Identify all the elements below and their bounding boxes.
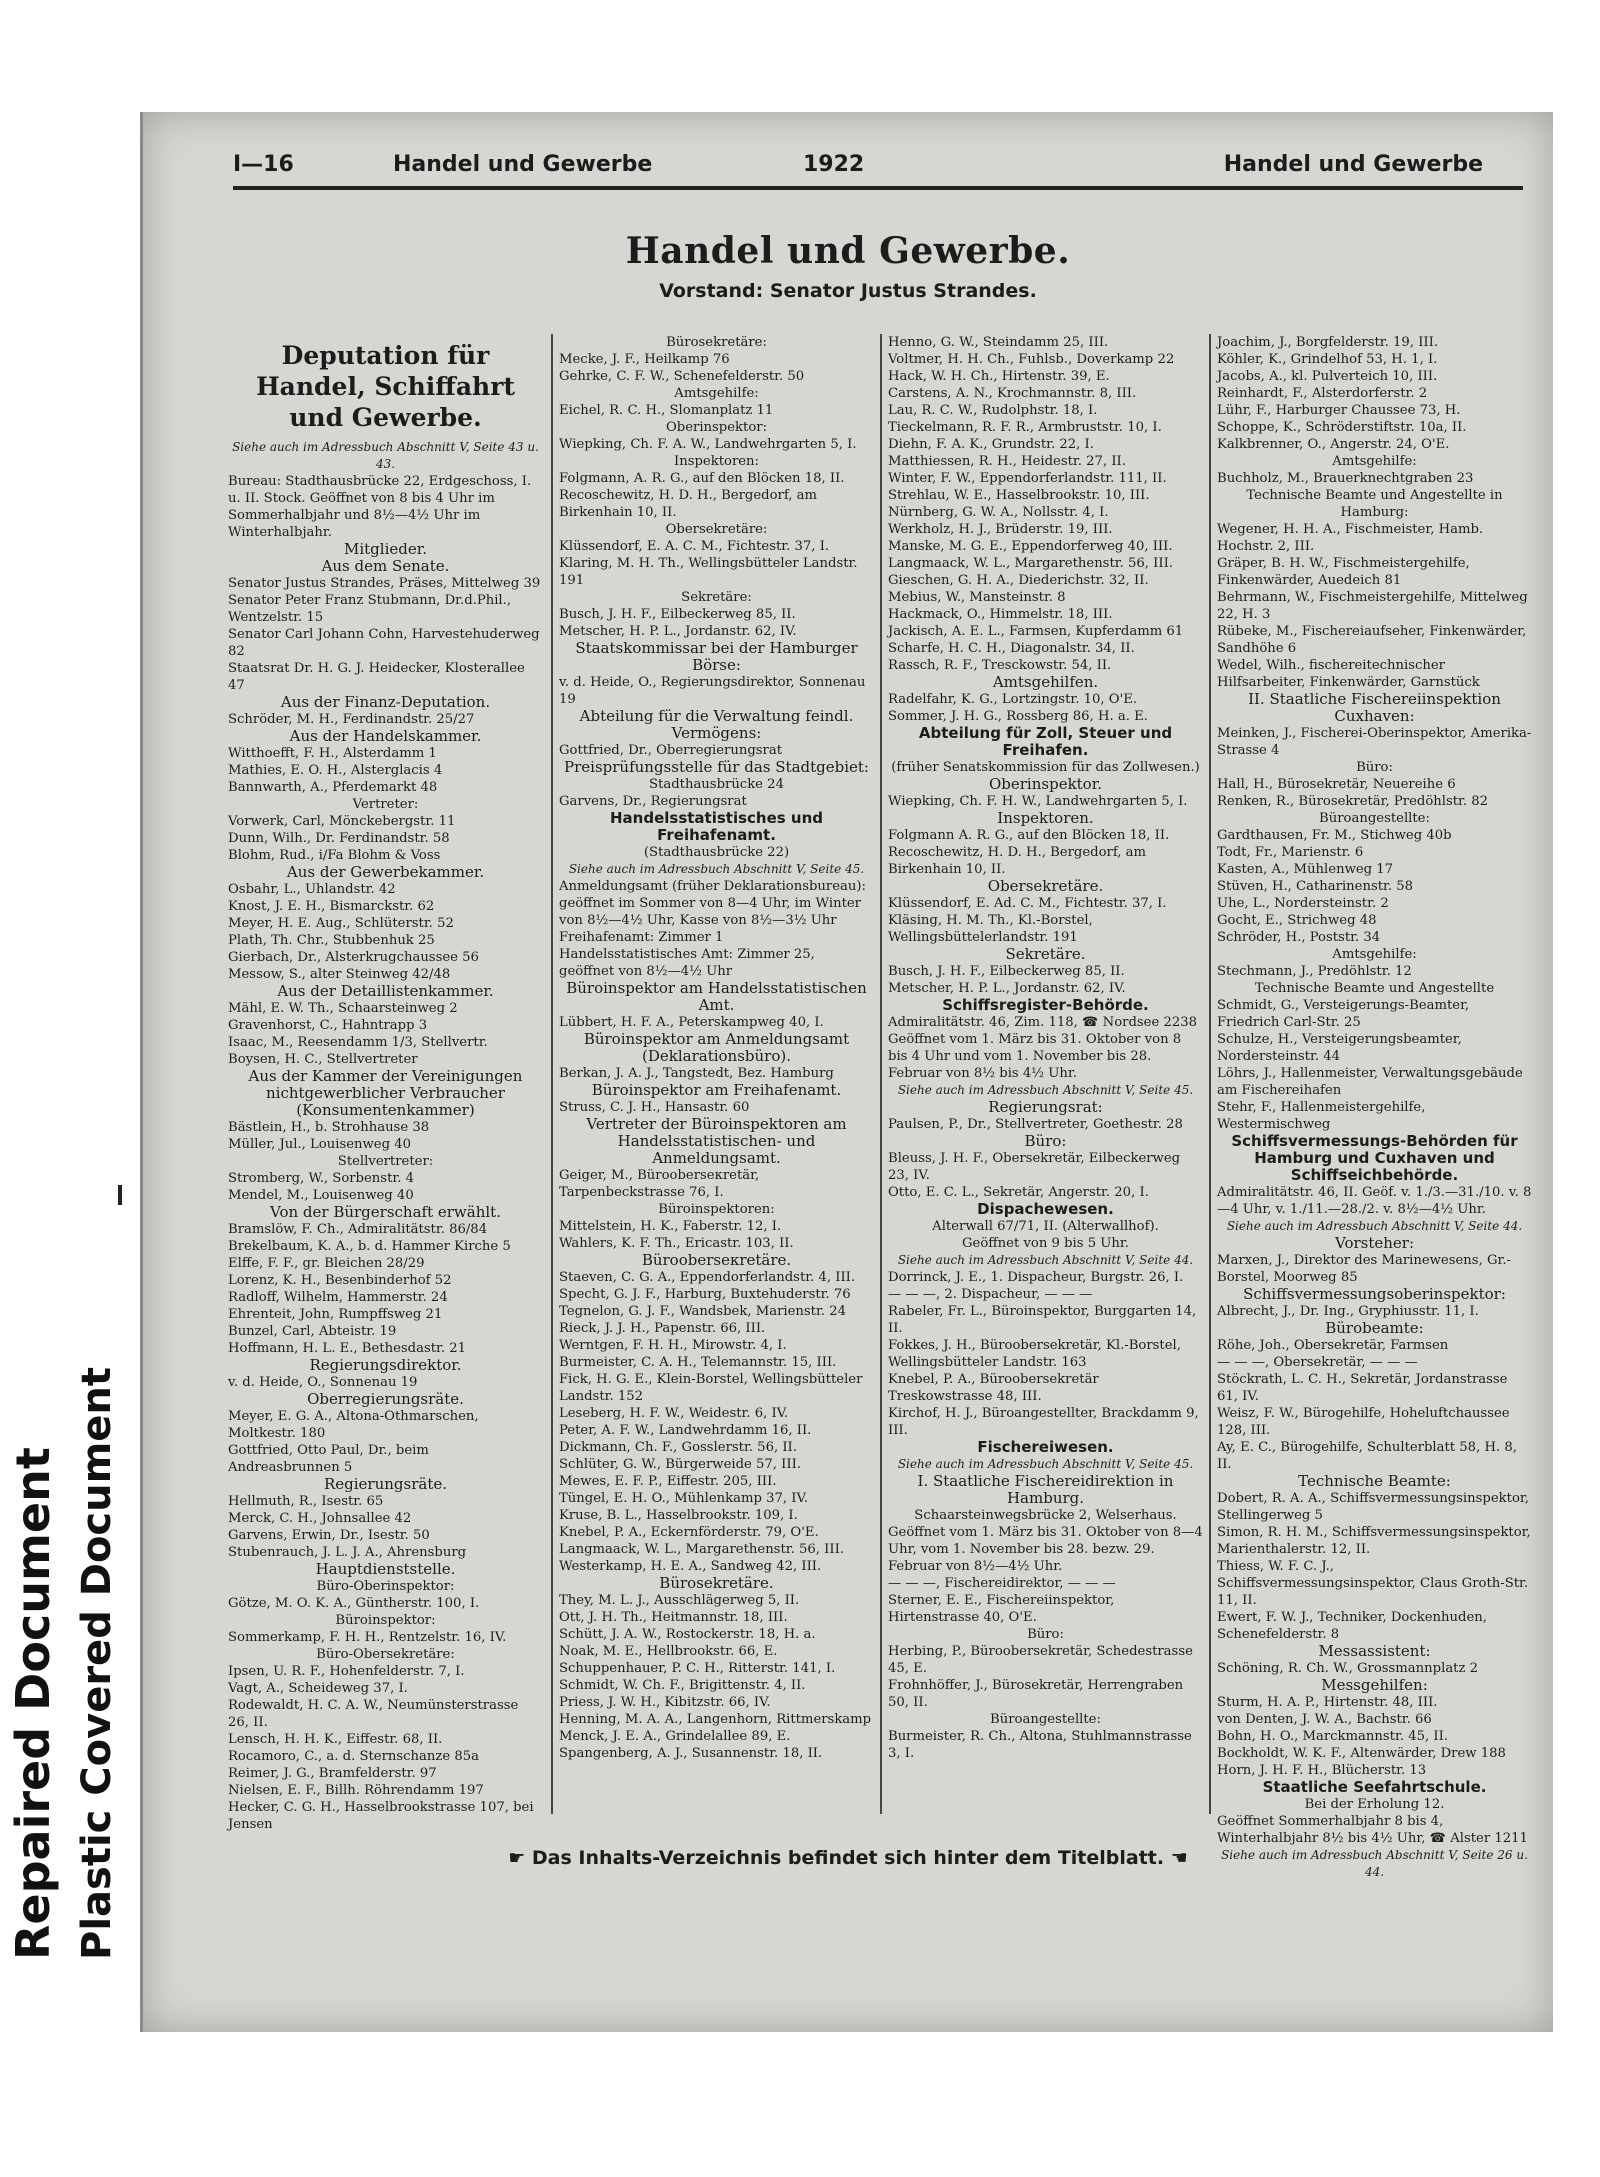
list-item: v. d. Heide, O., Regierungsdirektor, Sonnenau 19: [559, 675, 866, 707]
list-item: Obersekretäre:: [665, 522, 768, 537]
list-item: Hellmuth, R., Isestr. 65: [228, 1494, 384, 1509]
list-item: Hall, H., Bürosekretär, Neuereihe 6: [1217, 777, 1456, 792]
footer-note: ☛ Das Inhalts-Verzeichnis befindet sich hinter dem Titelblatt. ☚: [508, 1847, 1188, 1869]
list-item: Manske, M. G. E., Eppendorferweg 40, III.: [888, 539, 1173, 554]
list-item: Metscher, H. P. L., Jordanstr. 62, IV.: [888, 981, 1126, 996]
section-heading: Regierungsdirektor.: [309, 1356, 462, 1374]
list-item: Meyer, E. G. A., Altona-Othmarschen, Moltkestr. 180: [228, 1409, 479, 1441]
list-item: Recoschewitz, H. D. H., Bergedorf, am Birkenhain 10, II.: [559, 488, 817, 520]
list-item: Todt, Fr., Marienstr. 6: [1217, 845, 1364, 860]
section-heading: Amtsgehilfen.: [992, 673, 1099, 691]
list-item: Köhler, K., Grindelhof 53, H. 1, I.: [1217, 352, 1438, 367]
list-item: Ott, J. H. Th., Heitmannstr. 18, III.: [559, 1610, 788, 1625]
list-item: Rocamoro, C., a. d. Sternschanze 85a: [228, 1749, 479, 1764]
section-heading: Staatskommissar bei der Hamburger Börse:: [575, 639, 858, 674]
list-item: Geiger, M., Bürooberseкretär, Tarpenbeckstrasse 76, I.: [559, 1168, 760, 1200]
section-heading: Regierungsrat:: [988, 1098, 1103, 1116]
list-item: Schmidt, W. Ch. F., Brigittenstr. 4, II.: [559, 1678, 806, 1693]
list-item: Staatsrat Dr. H. G. J. Heidecker, Klosterallee 47: [228, 661, 525, 693]
column-1-entries: [228, 541, 543, 1833]
list-item: Siehe auch im Adressbuch Abschnitt V, Seite 45.: [897, 1083, 1194, 1097]
list-item: Bramslöw, F. Ch., Admiralitätstr. 86/84: [228, 1222, 488, 1237]
section-heading: Büro:: [1024, 1132, 1067, 1150]
list-item: Anmeldungsamt (früher Deklarationsbureau): geöffnet im Sommer von 8—4 Uhr, im Winter von 8½—4½ Uhr, Kasse von 8½—3½ Uhr: [559, 879, 866, 928]
list-item: Lensch, H. H. K., Eiffestr. 68, II.: [228, 1732, 443, 1747]
side-mark: [118, 1185, 122, 1205]
list-item: Thiess, W. F. C. J., Schiffsvermessungsinspektor, Claus Groth-Str. 11, II.: [1217, 1559, 1529, 1608]
list-item: Witthoefft, F. H., Alsterdamm 1: [228, 746, 437, 761]
section-heading: Oberregierungsräte.: [307, 1390, 464, 1408]
list-item: Garvens, Erwin, Dr., Isestr. 50: [228, 1528, 430, 1543]
list-item: Folgmann A. R. G., auf den Blöcken 18, II.: [888, 828, 1170, 843]
list-item: (Stadthausbrücke 22): [643, 845, 790, 860]
list-item: Knost, J. E. H., Bismarckstr. 62: [228, 899, 435, 914]
list-item: Scharfe, H. C. H., Diagonalstr. 34, II.: [888, 641, 1135, 656]
section-heading: Büroinspektor am Freihafenamt.: [591, 1081, 842, 1099]
section-heading: Preisprüfungsstelle für das Stadtgebiet:: [564, 758, 869, 776]
list-item: Freihafenamt: Zimmer 1: [559, 930, 724, 945]
list-item: Gocht, E., Strichweg 48: [1217, 913, 1377, 928]
list-item: Geöffnet vom 1. März bis 31. Oktober von 8—4 Uhr, vom 1. November bis 28. bezw. 29. Februar von 8½—4½ Uhr.: [888, 1525, 1203, 1574]
list-item: Gottfried, Otto Paul, Dr., beim Andreasbrunnen 5: [228, 1443, 429, 1475]
list-item: Bürosekretäre:: [666, 335, 767, 350]
list-item: Handelsstatistisches Amt: Zimmer 25, geöffnet von 8½—4½ Uhr: [559, 947, 815, 979]
list-item: They, M. L. J., Ausschlägerweg 5, II.: [559, 1593, 800, 1608]
section-heading: Regierungsräte.: [323, 1475, 448, 1493]
list-item: Gottfried, Dr., Oberregierungsrat: [559, 743, 783, 758]
list-item: Admiralitätstr. 46, Zim. 118, ☎ Nordsee 2238: [888, 1015, 1198, 1030]
list-item: Garvens, Dr., Regierungsrat: [559, 794, 747, 809]
section-heading: Sekretäre.: [1005, 945, 1086, 963]
section-heading: Staatliche Seefahrtschule.: [1262, 1778, 1487, 1796]
list-item: Rassch, R. F., Tresckowstr. 54, II.: [888, 658, 1112, 673]
list-item: Noak, M. E., Hellbrookstr. 66, E.: [559, 1644, 778, 1659]
page-number: I—16: [233, 152, 294, 177]
list-item: Tieckelmann, R. F. R., Armbruststr. 10, I.: [888, 420, 1162, 435]
section-heading: Oberinspektor.: [988, 775, 1103, 793]
list-item: Klüssendorf, E. A. C. M., Fichtestr. 37, I.: [559, 539, 830, 554]
list-item: Inspektoren:: [674, 454, 759, 469]
list-item: Wiepking, Ch. F. A. W., Landwehrgarten 5, I.: [559, 437, 857, 452]
repaired-label: Repaired Document: [6, 1447, 60, 1960]
section-heading: Hauptdienststelle.: [315, 1560, 456, 1578]
list-item: Geöffnet Sommerhalbjahr 8 bis 4, Winterhalbjahr 8½ bis 4½ Uhr, ☎ Alster 1211: [1217, 1814, 1528, 1846]
list-item: Sommerkamp, F. H. H., Rentzelstr. 16, IV.: [228, 1630, 507, 1645]
list-item: Bästlein, H., b. Strohhause 38: [228, 1120, 430, 1135]
list-item: Stellvertreter:: [337, 1154, 434, 1169]
list-item: Lorenz, K. H., Besenbinderhof 52: [228, 1273, 452, 1288]
list-item: Ehrenteit, John, Rumpffsweg 21: [228, 1307, 443, 1322]
column-1: [228, 334, 543, 1832]
list-item: Senator Justus Strandes, Präses, Mittelweg 39: [228, 576, 541, 591]
section-heading: Aus der Kammer der Vereinigungen nichtgewerblicher Verbraucher (Konsumentenkammer): [248, 1067, 523, 1119]
list-item: Osbahr, L., Uhlandstr. 42: [228, 882, 396, 897]
list-item: Büro:: [1027, 1627, 1064, 1642]
list-item: Tüngel, E. H. O., Mühlenkamp 37, IV.: [559, 1491, 808, 1506]
list-item: Stöckrath, L. C. H., Sekretär, Jordanstrasse 61, IV.: [1217, 1372, 1508, 1404]
list-item: Meyer, H. E. Aug., Schlüterstr. 52: [228, 916, 454, 931]
section-heading: Schiffsvermessungsoberinspektor:: [1243, 1285, 1506, 1303]
list-item: Menck, J. E. A., Grindelallee 89, E.: [559, 1729, 791, 1744]
list-item: Schmidt, G., Versteigerungs-Beamter, Friedrich Carl-Str. 25: [1217, 998, 1470, 1030]
list-item: Dorrinck, J. E., 1. Dispacheur, Burgstr. 26, I.: [888, 1270, 1184, 1285]
list-item: Stüven, H., Catharinenstr. 58: [1217, 879, 1414, 894]
list-item: Jackisch, A. E. L., Farmsen, Kupferdamm 61: [888, 624, 1184, 639]
section-heading: Obersekretäre.: [987, 877, 1104, 895]
section-heading: Messassistent:: [1318, 1642, 1431, 1660]
header-title-right: Handel und Gewerbe: [1223, 152, 1483, 177]
list-item: Stechmann, J., Predöhlstr. 12: [1217, 964, 1412, 979]
running-header: [233, 146, 1523, 190]
list-item: Büroangestellte:: [1319, 811, 1430, 826]
list-item: Berkan, J. A. J., Tangstedt, Bez. Hamburg: [559, 1066, 834, 1081]
list-item: Werntgen, F. H. H., Mirowstr. 4, I.: [559, 1338, 787, 1353]
list-item: Bei der Erholung 12.: [1304, 1797, 1445, 1812]
list-item: Busch, J. H. F., Eilbeckerweg 85, II.: [888, 964, 1125, 979]
list-item: Hackmack, O., Himmelstr. 18, III.: [888, 607, 1113, 622]
list-item: Metscher, H. P. L., Jordanstr. 62, IV.: [559, 624, 797, 639]
list-item: Matthiessen, R. H., Heidestr. 27, II.: [888, 454, 1126, 469]
list-item: Mittelstein, H. K., Faberstr. 12, I.: [559, 1219, 782, 1234]
list-item: Amtsgehilfe:: [1332, 947, 1417, 962]
list-item: Kalkbrenner, O., Angerstr. 24, O'E.: [1217, 437, 1450, 452]
section-heading: Technische Beamte:: [1298, 1472, 1451, 1490]
list-item: Winter, F. W., Eppendorferlandstr. 111, II.: [888, 471, 1167, 486]
list-item: Kruse, B. L., Hasselbrookstr. 109, I.: [559, 1508, 798, 1523]
list-item: — — —, Obersekretär, — — —: [1217, 1355, 1418, 1370]
list-item: Joachim, J., Borgfelderstr. 19, III.: [1217, 335, 1439, 350]
list-item: Wedel, Wilh., fischereitechnischer Hilfsarbeiter, Finkenwärder, Garnstück: [1217, 658, 1480, 690]
deputation-title: Deputation für Handel, Schiffahrt und Gewerbe.: [256, 341, 515, 432]
list-item: Gardthausen, Fr. M., Stichweg 40b: [1217, 828, 1452, 843]
list-item: Radelfahr, K. G., Lortzingstr. 10, O'E.: [888, 692, 1138, 707]
document-page: [140, 112, 1553, 2032]
list-item: von Denten, J. W. A., Bachstr. 66: [1217, 1712, 1432, 1727]
list-item: Amtsgehilfe:: [1332, 454, 1417, 469]
section-heading: Aus der Detaillistenkammer.: [277, 982, 494, 1000]
list-item: Carstens, A. N., Krochmannstr. 8, III.: [888, 386, 1137, 401]
list-item: Büro-Obersekretäre:: [316, 1647, 455, 1662]
list-item: Plath, Th. Chr., Stubbenhuk 25: [228, 933, 435, 948]
section-heading: Aus der Finanz-Deputation.: [280, 693, 491, 711]
list-item: Werkholz, H. J., Brüderstr. 19, III.: [888, 522, 1113, 537]
list-item: Messow, S., alter Steinweg 42/48: [228, 967, 451, 982]
list-item: Oberinspektor:: [665, 420, 768, 435]
list-item: Strehlau, W. E., Hasselbrookstr. 10, III.: [888, 488, 1150, 503]
list-item: Boysen, H. C., Stellvertreter: [228, 1052, 418, 1067]
list-item: Stromberg, W., Sorbenstr. 4: [228, 1171, 414, 1186]
list-item: Weisz, F. W., Bürogehilfe, Hoheluftchaussee 128, III.: [1217, 1406, 1510, 1438]
list-item: Alterwall 67/71, II. (Alterwallhof).: [932, 1219, 1159, 1234]
list-item: Ipsen, U. R. F., Hohenfelderstr. 7, I.: [228, 1664, 465, 1679]
list-item: Jacobs, A., kl. Pulverteich 10, III.: [1217, 369, 1438, 384]
list-item: Geöffnet vom 1. März bis 31. Oktober von 8 bis 4 Uhr und vom 1. November bis 28. Februar von 8½ bis 4½ Uhr.: [888, 1032, 1182, 1081]
list-item: Admiralitätstr. 46, II. Geöf. v. 1./3.—31./10. v. 8—4 Uhr, v. 1./11.—28./2. v. 8½—4½ Uhr.: [1217, 1185, 1532, 1217]
list-item: Lübbert, H. F. A., Peterskampweg 40, I.: [559, 1015, 824, 1030]
section-heading: Schiffsregister-Behörde.: [942, 996, 1149, 1014]
list-item: Klüssendorf, E. Ad. C. M., Fichtestr. 37, I.: [888, 896, 1167, 911]
list-item: Marxen, J., Direktor des Marinewesens, Gr.-Borstel, Moorweg 85: [1217, 1253, 1511, 1285]
list-item: Siehe auch im Adressbuch Abschnitt V, Seite 44.: [897, 1253, 1194, 1267]
list-item: Geöffnet von 9 bis 5 Uhr.: [962, 1236, 1129, 1251]
main-subtitle: Vorstand: Senator Justus Strandes.: [659, 280, 1037, 302]
list-item: v. d. Heide, O., Sonnenau 19: [228, 1375, 418, 1390]
list-item: Kläsing, H. M. Th., Kl.-Borstel, Wellingsbüttelerlandstr. 191: [888, 913, 1093, 945]
list-item: Renken, R., Bürosekretär, Predöhlstr. 82: [1217, 794, 1489, 809]
list-item: Isaac, M., Reesendamm 1/3, Stellvertr.: [228, 1035, 488, 1050]
list-item: Wahlers, K. F. Th., Ericastr. 103, II.: [559, 1236, 794, 1251]
list-item: Senator Peter Franz Stubmann, Dr.d.Phil., Wentzelstr. 15: [228, 593, 512, 625]
list-item: Peter, A. F. W., Landwehrdamm 16, II.: [559, 1423, 812, 1438]
list-item: Folgmann, A. R. G., auf den Blöcken 18, II.: [559, 471, 845, 486]
side-label: [4, 1200, 134, 1960]
list-item: Büroinspektor:: [335, 1613, 436, 1628]
section-heading: Vorsteher:: [1334, 1234, 1415, 1252]
list-item: Knebel, P. A., Büroobersekretär Treskowstrasse 48, III.: [888, 1372, 1099, 1404]
list-item: Wiepking, Ch. F. H. W., Landwehrgarten 5, I.: [888, 794, 1188, 809]
list-item: Knebel, P. A., Eckernförderstr. 79, O'E.: [559, 1525, 819, 1540]
list-item: Sekretäre:: [681, 590, 752, 605]
list-item: Gräper, B. H. W., Fischmeistergehilfe, Finkenwärder, Auedeich 81: [1217, 556, 1470, 588]
list-item: (früher Senatskommission für das Zollwesen.): [891, 760, 1200, 775]
section-heading: II. Staatliche Fischereiinspektion Cuxhaven:: [1248, 690, 1501, 725]
plastic-label: Plastic Covered Document: [74, 1366, 120, 1960]
list-item: Mebius, W., Mansteinstr. 8: [888, 590, 1066, 605]
list-item: Büroangestellte:: [990, 1712, 1101, 1727]
list-item: Westerkamp, H. E. A., Sandweg 42, III.: [559, 1559, 822, 1574]
list-item: Gehrke, C. F. W., Schenefelderstr. 50: [559, 369, 805, 384]
list-item: Gierbach, Dr., Alsterkrugchaussee 56: [228, 950, 479, 965]
list-item: Reinhardt, F., Alsterdorferstr. 2: [1217, 386, 1428, 401]
list-item: Gravenhorst, C., Hahntrapp 3: [228, 1018, 428, 1033]
list-item: Ewert, F. W. J., Techniker, Dockenhuden, Schenefelderstr. 8: [1217, 1610, 1487, 1642]
list-item: Burmeister, C. A. H., Telemannstr. 15, III.: [559, 1355, 837, 1370]
section-heading: Fischereiwesen.: [977, 1438, 1114, 1456]
section-heading: Messgehilfen:: [1321, 1676, 1428, 1694]
list-item: Schöning, R. Ch. W., Grossmannplatz 2: [1217, 1661, 1479, 1676]
list-item: Stubenrauch, J. L. J. A., Ahrensburg: [228, 1545, 467, 1560]
section-heading: Büroinspektor am Anmeldungsamt (Deklarationsbüro).: [583, 1030, 850, 1065]
list-item: Elffe, F. F., gr. Bleichen 28/29: [228, 1256, 425, 1271]
list-item: Büro-Oberinspektor:: [316, 1579, 455, 1594]
list-item: Struss, C. J. H., Hansastr. 60: [559, 1100, 750, 1115]
list-item: Sterner, E. E., Fischereiinspektor, Hirtenstrasse 40, O'E.: [888, 1593, 1115, 1625]
section-heading: Bürosekretäre.: [659, 1574, 774, 1592]
section-heading: Vertreter der Büroinspektoren am Handelsstatistischen- und Anmeldungsamt.: [586, 1115, 847, 1167]
list-item: Sommer, J. H. G., Rossberg 86, H. a. E.: [888, 709, 1148, 724]
list-item: Langmaack, W. L., Margarethenstr. 56, III.: [888, 556, 1173, 571]
list-item: Mewes, E. F. P., Eiffestr. 205, III.: [559, 1474, 777, 1489]
list-item: Technische Beamte und Angestellte in Hamburg:: [1246, 488, 1503, 520]
list-item: Stadthausbrücke 24: [649, 777, 784, 792]
list-item: Vorwerk, Carl, Mönckebergstr. 11: [228, 814, 456, 829]
list-item: Bleuss, J. H. F., Obersekretär, Eilbeckerweg 23, IV.: [888, 1151, 1181, 1183]
list-item: Siehe auch im Adressbuch Abschnitt V, Seite 45.: [897, 1457, 1194, 1471]
list-item: Schuppenhauer, P. C. H., Ritterstr. 141, I.: [559, 1661, 836, 1676]
list-item: Nielsen, E. F., Billh. Röhrendamm 197: [228, 1783, 484, 1798]
list-item: Vagt, A., Scheideweg 37, I.: [228, 1681, 408, 1696]
section-heading: Mitglieder.: [343, 540, 428, 558]
list-item: Rübeke, M., Fischereiaufseher, Finkenwärder, Sandhöhe 6: [1217, 624, 1527, 656]
list-item: Schlüter, G. W., Bürgerweide 57, III.: [559, 1457, 802, 1472]
list-item: Siehe auch im Adressbuch Abschnitt V, Seite 44.: [1226, 1219, 1523, 1233]
list-item: — — —, 2. Dispacheur, — — —: [888, 1287, 1093, 1302]
list-item: Dickmann, Ch. F., Gosslerstr. 56, II.: [559, 1440, 797, 1455]
list-item: Mähl, E. W. Th., Schaarsteinweg 2: [228, 1001, 458, 1016]
list-item: Paulsen, P., Dr., Stellvertreter, Goethestr. 28: [888, 1117, 1183, 1132]
list-item: Rieck, J. J. H., Papenstr. 66, III.: [559, 1321, 766, 1336]
list-item: Simon, R. H. M., Schiffsvermessungsinspektor, Marienthalerstr. 12, II.: [1217, 1525, 1531, 1557]
header-year: 1922: [803, 152, 865, 177]
list-item: Siehe auch im Adressbuch Abschnitt V, Seite 45.: [568, 862, 865, 876]
list-item: Schröder, M. H., Ferdinandstr. 25/27: [228, 712, 475, 727]
list-item: Frohnhöffer, J., Bürosekretär, Herrengraben 50, II.: [888, 1678, 1184, 1710]
list-item: Büro:: [1356, 760, 1393, 775]
list-item: Blohm, Rud., i/Fa Blohm & Voss: [228, 848, 441, 863]
section-heading: Aus der Handelskammer.: [289, 727, 482, 745]
deputation-note: Siehe auch im Adressbuch Abschnitt V, Seite 43 u. 43.: [232, 440, 539, 471]
list-item: Bockholdt, W. K. F., Altenwärder, Drew 188: [1217, 1746, 1506, 1761]
list-item: Merck, C. H., Johnsallee 42: [228, 1511, 412, 1526]
section-heading: I. Staatliche Fischereidirektion in Hamburg.: [917, 1472, 1174, 1507]
list-item: Amtsgehilfe:: [674, 386, 759, 401]
list-item: — — —, Fischereidirektor, — — —: [888, 1576, 1116, 1591]
column-2: [551, 334, 874, 1814]
list-item: Siehe auch im Adressbuch Abschnitt V, Seite 26 u. 44.: [1221, 1848, 1528, 1879]
section-heading: Von der Bürgerschaft erwählt.: [270, 1203, 501, 1221]
list-item: Rodewaldt, H. C. A. W., Neumünsterstrasse 26, II.: [228, 1698, 519, 1730]
list-item: Henno, G. W., Steindamm 25, III.: [888, 335, 1109, 350]
list-item: Müller, Jul., Louisenweg 40: [228, 1137, 412, 1152]
list-item: Meinken, J., Fischerei-Oberinspektor, Amerika-Strasse 4: [1217, 726, 1532, 758]
list-item: Technische Beamte und Angestellte: [1254, 981, 1495, 996]
list-item: Bunzel, Carl, Abteistr. 19: [228, 1324, 397, 1339]
list-item: Voltmer, H. H. Ch., Fuhlsb., Doverkamp 22: [888, 352, 1175, 367]
list-item: Rabeler, Fr. L., Büroinspektor, Burggarten 14, II.: [888, 1304, 1197, 1336]
list-item: Langmaack, W. L., Margarethenstr. 56, III.: [559, 1542, 844, 1557]
list-item: Schaarsteinwegsbrücke 2, Welserhaus.: [914, 1508, 1177, 1523]
list-item: Leseberg, H. F. W., Weidestr. 6, IV.: [559, 1406, 789, 1421]
list-item: Bannwarth, A., Pferdemarkt 48: [228, 780, 438, 795]
list-item: Mecke, J. F., Heilkamp 76: [559, 352, 730, 367]
list-item: Diehn, F. A. K., Grundstr. 22, I.: [888, 437, 1094, 452]
list-item: Eichel, R. C. H., Slomanplatz 11: [559, 403, 774, 418]
list-item: Schütt, J. A. W., Rostockerstr. 18, H. a.: [559, 1627, 816, 1642]
list-item: Burmeister, R. Ch., Altona, Stuhlmannstrasse 3, I.: [888, 1729, 1192, 1761]
section-heading: Schiffsvermessungs-Behörden für Hamburg und Cuxhaven und Schiffseichbehörde.: [1231, 1132, 1518, 1184]
list-item: Röhe, Joh., Obersekretär, Farmsen: [1217, 1338, 1449, 1353]
section-heading: Aus der Gewerbekammer.: [286, 863, 485, 881]
list-item: Kirchof, H. J., Büroangestellter, Brackdamm 9, III.: [888, 1406, 1199, 1438]
section-heading: Abteilung für die Verwaltung feindl. Vermögens:: [579, 707, 854, 742]
list-item: Reimer, J. G., Bramfelderstr. 97: [228, 1766, 437, 1781]
section-heading: Inspektoren.: [997, 809, 1094, 827]
list-item: Radloff, Wilhelm, Hammerstr. 24: [228, 1290, 448, 1305]
column-3: [880, 334, 1203, 1814]
list-item: Stehr, F., Hallenmeistergehilfe, Westermischweg: [1217, 1100, 1426, 1132]
list-item: Mathies, E. O. H., Alsterglacis 4: [228, 763, 443, 778]
list-item: Specht, G. J. F., Harburg, Buxtehuderstr. 76: [559, 1287, 851, 1302]
list-item: Wegener, H. H. A., Fischmeister, Hamb. Hochstr. 2, III.: [1217, 522, 1484, 554]
list-item: Götze, M. O. K. A., Güntherstr. 100, I.: [228, 1596, 480, 1611]
list-item: Löhrs, J., Hallenmeister, Verwaltungsgebäude am Fischereihafen: [1217, 1066, 1523, 1098]
list-item: Recoschewitz, H. D. H., Bergedorf, am Birkenhain 10, II.: [888, 845, 1146, 877]
list-item: Lühr, F., Harburger Chaussee 73, H.: [1217, 403, 1461, 418]
list-item: Staeven, C. G. A., Eppendorferlandstr. 4, III.: [559, 1270, 856, 1285]
list-item: Vertreter:: [352, 797, 419, 812]
section-heading: Dispachewesen.: [977, 1200, 1114, 1218]
section-heading: Bürobeamte:: [1325, 1319, 1424, 1337]
list-item: Schulze, H., Versteigerungsbeamter, Nordersteinstr. 44: [1217, 1032, 1462, 1064]
deputation-bureau: Bureau: Stadthausbrücke 22, Erdgeschoss, I. u. II. Stock. Geöffnet von 8 bis 4 Uhr im Sommerhalbjahr und 8½—4½ Uhr im Winterhalbjahr.: [228, 474, 532, 540]
list-item: Brekelbaum, K. A., b. d. Hammer Kirche 5: [228, 1239, 511, 1254]
list-item: Busch, J. H. F., Eilbeckerweg 85, II.: [559, 607, 796, 622]
list-item: Bohn, H. O., Marckmannstr. 45, II.: [1217, 1729, 1448, 1744]
list-item: Gieschen, G. H. A., Diederichstr. 32, II.: [888, 573, 1149, 588]
list-item: Uhe, L., Nordersteinstr. 2: [1217, 896, 1389, 911]
list-item: Albrecht, J., Dr. Ing., Gryphiusstr. 11, I.: [1217, 1304, 1479, 1319]
section-heading: Büroinspektor am Handelsstatistischen Amt.: [566, 979, 867, 1014]
list-item: Kasten, A., Mühlenweg 17: [1217, 862, 1394, 877]
list-item: Tegnelon, G. J. F., Wandsbek, Marienstr. 24: [559, 1304, 846, 1319]
list-item: Dobert, R. A. A., Schiffsvermessungsinspektor, Stellingerweg 5: [1217, 1491, 1529, 1523]
list-item: Fokkes, J. H., Büroobersekretär, Kl.-Borstel, Wellingsbütteler Landstr. 163: [888, 1338, 1181, 1370]
list-item: Buchholz, M., Brauerknechtgraben 23: [1217, 471, 1474, 486]
list-item: Dunn, Wilh., Dr. Ferdinandstr. 58: [228, 831, 450, 846]
list-item: Senator Carl Johann Cohn, Harvestehuderweg 82: [228, 627, 540, 659]
list-item: Ay, E. C., Bürogehilfe, Schulterblatt 58, H. 8, II.: [1217, 1440, 1517, 1472]
list-item: Hoffmann, H. L. E., Bethesdastr. 21: [228, 1341, 467, 1356]
list-item: Schröder, H., Poststr. 34: [1217, 930, 1381, 945]
header-title-left: Handel und Gewerbe: [393, 152, 653, 177]
list-item: Hecker, C. G. H., Hasselbrookstrasse 107, bei Jensen: [228, 1800, 534, 1832]
list-item: Mendel, M., Louisenweg 40: [228, 1188, 414, 1203]
list-item: Otto, E. C. L., Sekretär, Angerstr. 20, I.: [888, 1185, 1149, 1200]
list-item: Klaring, M. H. Th., Wellingsbütteler Landstr. 191: [559, 556, 858, 588]
list-item: Fick, H. G. E., Klein-Borstel, Wellingsbütteler Landstr. 152: [559, 1372, 863, 1404]
section-heading: Bürooberseкretäre.: [641, 1251, 792, 1269]
list-item: Spangenberg, A. J., Susannenstr. 18, II.: [559, 1746, 823, 1761]
list-item: Hack, W. H. Ch., Hirtenstr. 39, E.: [888, 369, 1110, 384]
column-4: [1209, 334, 1532, 1879]
section-heading: Aus dem Senate.: [321, 557, 450, 575]
section-heading: Abteilung für Zoll, Steuer und Freihafen.: [918, 724, 1173, 759]
list-item: Herbing, P., Büroobersekretär, Schedestrasse 45, E.: [888, 1644, 1193, 1676]
list-item: Nürnberg, G. W. A., Nollsstr. 4, I.: [888, 505, 1109, 520]
list-item: Behrmann, W., Fischmeistergehilfe, Mittelweg 22, H. 3: [1217, 590, 1528, 622]
list-item: Büroinspektoren:: [658, 1202, 775, 1217]
list-item: Henning, M. A. A., Langenhorn, Rittmerskamp: [559, 1712, 872, 1727]
main-title: Handel und Gewerbe.: [625, 230, 1071, 272]
list-item: Schoppe, K., Schröderstiftstr. 10a, II.: [1217, 420, 1467, 435]
list-item: Lau, R. C. W., Rudolphstr. 18, I.: [888, 403, 1098, 418]
section-heading: Handelsstatistisches und Freihafenamt.: [609, 809, 824, 844]
list-item: Horn, J. H. F. H., Blücherstr. 13: [1217, 1763, 1427, 1778]
list-item: Sturm, H. A. P., Hirtenstr. 48, III.: [1217, 1695, 1438, 1710]
list-item: Priess, J. W. H., Kibitzstr. 66, IV.: [559, 1695, 771, 1710]
